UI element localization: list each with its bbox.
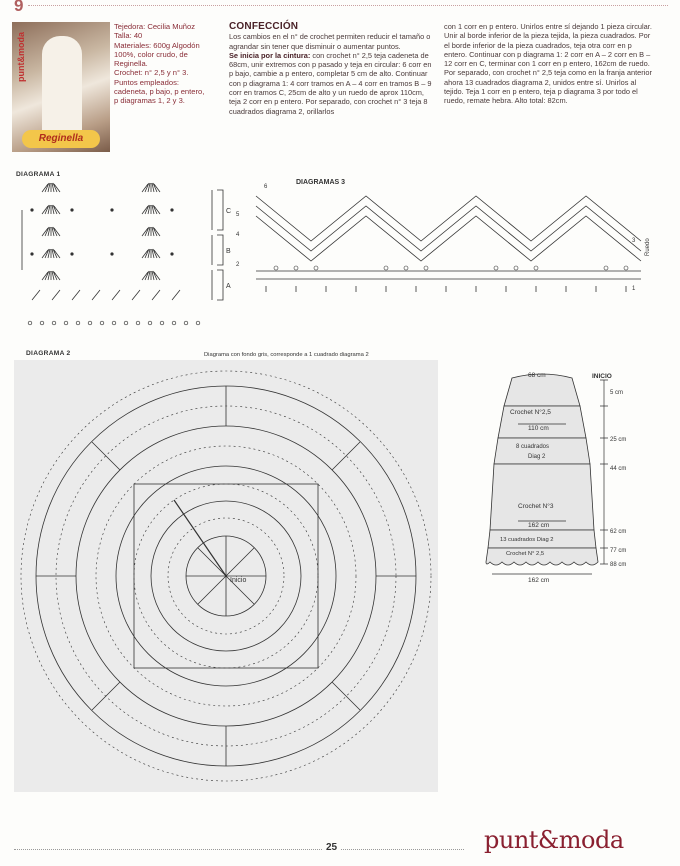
body-text-2: con 1 corr en p entero. Unirlos entre sí dejando 1 pieza circular. Unir al borde inferior de la pieza tejida, la pieza cuadrados. Por el borde inferior de la pieza cuadrados, teja otra corr en p entero. Continuar con p diagrama 1: 2 corr en A – 2 corr en B – 12 corr en C, terminar con 1 corr en p entero, 162cm de ruedo. Por separado, con crochet n° 2,5 teja como en la franja anterior ahora 13 cuadrados diagrama 2, unidos entre sí. Unirlos al tejido. Teja 1 corr en p entero, teja p diagrama 3 por todo el ruedo, remate hebra. Alto total: 82cm. — [444, 22, 652, 106]
info-line: Crochet: n° 2,5 y n° 3. — [114, 68, 189, 78]
band4-label: Crochet N° 2,5 — [506, 551, 545, 557]
info-line: 100%, color crudo, de — [114, 49, 188, 59]
height-label: 44 cm — [610, 466, 627, 472]
height-label: 88 cm — [610, 562, 627, 568]
row-number: 2 — [236, 262, 240, 268]
section-label-a: A — [226, 283, 231, 290]
page-number-top: 9 — [14, 0, 24, 15]
section-label-b: B — [226, 248, 231, 255]
height-label: 25 cm — [610, 437, 627, 443]
info-line: p diagramas 1, 2 y 3. — [114, 96, 185, 106]
row-number: 6 — [264, 184, 268, 190]
height-label: 62 cm — [610, 529, 627, 535]
pattern-info — [114, 22, 226, 106]
info-line: cadeneta, p bajo, p entero, — [114, 87, 205, 97]
bold-start: Se inicia por la cintura: — [229, 50, 311, 60]
row-number: 4 — [236, 232, 240, 238]
diagram2-caption: Diagrama con fondo gris, corresponde a 1 cuadrado diagrama 2 — [204, 352, 369, 358]
skirt-schematic — [472, 366, 672, 586]
page-number-bottom: 25 — [322, 842, 341, 853]
band3-label: Crochet N°3 — [518, 503, 554, 510]
info-line: Reginella. — [114, 59, 148, 69]
section-label-c: C — [226, 208, 232, 215]
top-divider — [28, 5, 668, 6]
inicio-label: INICIO — [592, 373, 612, 380]
diagram3-title: DIAGRAMAS 3 — [296, 179, 346, 186]
info-line: Tejedora: Cecilia Muñoz — [114, 22, 196, 31]
diagram1-chart — [12, 180, 234, 330]
band4-label: 13 cuadrados Diag 2 — [500, 537, 554, 543]
band1-width: 110 cm — [528, 425, 549, 432]
instructions-column-2 — [444, 22, 652, 106]
band2-label: Diag 2 — [528, 454, 546, 460]
instructions-column-1 — [229, 22, 437, 116]
info-line: Puntos empleados: — [114, 77, 180, 87]
start-label: Inicio — [230, 577, 247, 584]
band-squares-8 — [494, 438, 590, 464]
diagram2-chart — [14, 360, 438, 792]
diagram2-title: DIAGRAMA 2 — [26, 350, 71, 357]
diagram3-chart — [236, 176, 676, 304]
top-width-label: 68 cm — [528, 372, 546, 379]
band1-label: Crochet N°2,5 — [510, 409, 551, 416]
intro-text: Los cambios en el n° de crochet permiten reducir el tamaño o agrandar sin tener que disminuir o aumentar puntos. — [229, 32, 431, 51]
diagram1-title: DIAGRAMA 1 — [16, 171, 61, 178]
body-text-1: con crochet n° 2,5 teja cadeneta de 68cm, unir extremos con p pasado y teja en circular: 6 corr en p bajo, cambie a p entero, completar 5 cm de alto. Continuar con p diagrama 1: 4 corr tramos en A – 4 corr en tramos B – 9 corr en tramos C, 25cm de alto y un ruedo de aprox 110cm, teja 2 corr en p entero. Por separado, con crochet n° 3 teja 8 cuadrados diagrama 2, orillarlos — [229, 50, 432, 116]
footer-divider — [14, 849, 464, 850]
info-line: Materiales: 600g Algodón — [114, 40, 200, 50]
garment-photo — [12, 22, 110, 152]
info-line: Talla: 40 — [114, 31, 143, 41]
band-crochet-3 — [490, 464, 594, 530]
reginella-logo: Reginella — [22, 130, 100, 148]
photo-tag: punt&moda — [16, 32, 26, 82]
band2-label: 8 cuadrados — [516, 444, 550, 450]
band3-width: 162 cm — [528, 522, 550, 529]
bottom-width-label: 162 cm — [528, 577, 550, 584]
row-number: 1 — [632, 286, 636, 292]
row-number: 3 — [632, 238, 636, 244]
height-label: 77 cm — [610, 548, 627, 554]
row-number: 5 — [236, 212, 240, 218]
ruedo-label: Ruedo — [645, 238, 651, 256]
brand-logo: punt&moda — [484, 826, 624, 854]
height-label: 5 cm — [610, 390, 624, 396]
section-title: CONFECCIÓN — [229, 21, 299, 32]
